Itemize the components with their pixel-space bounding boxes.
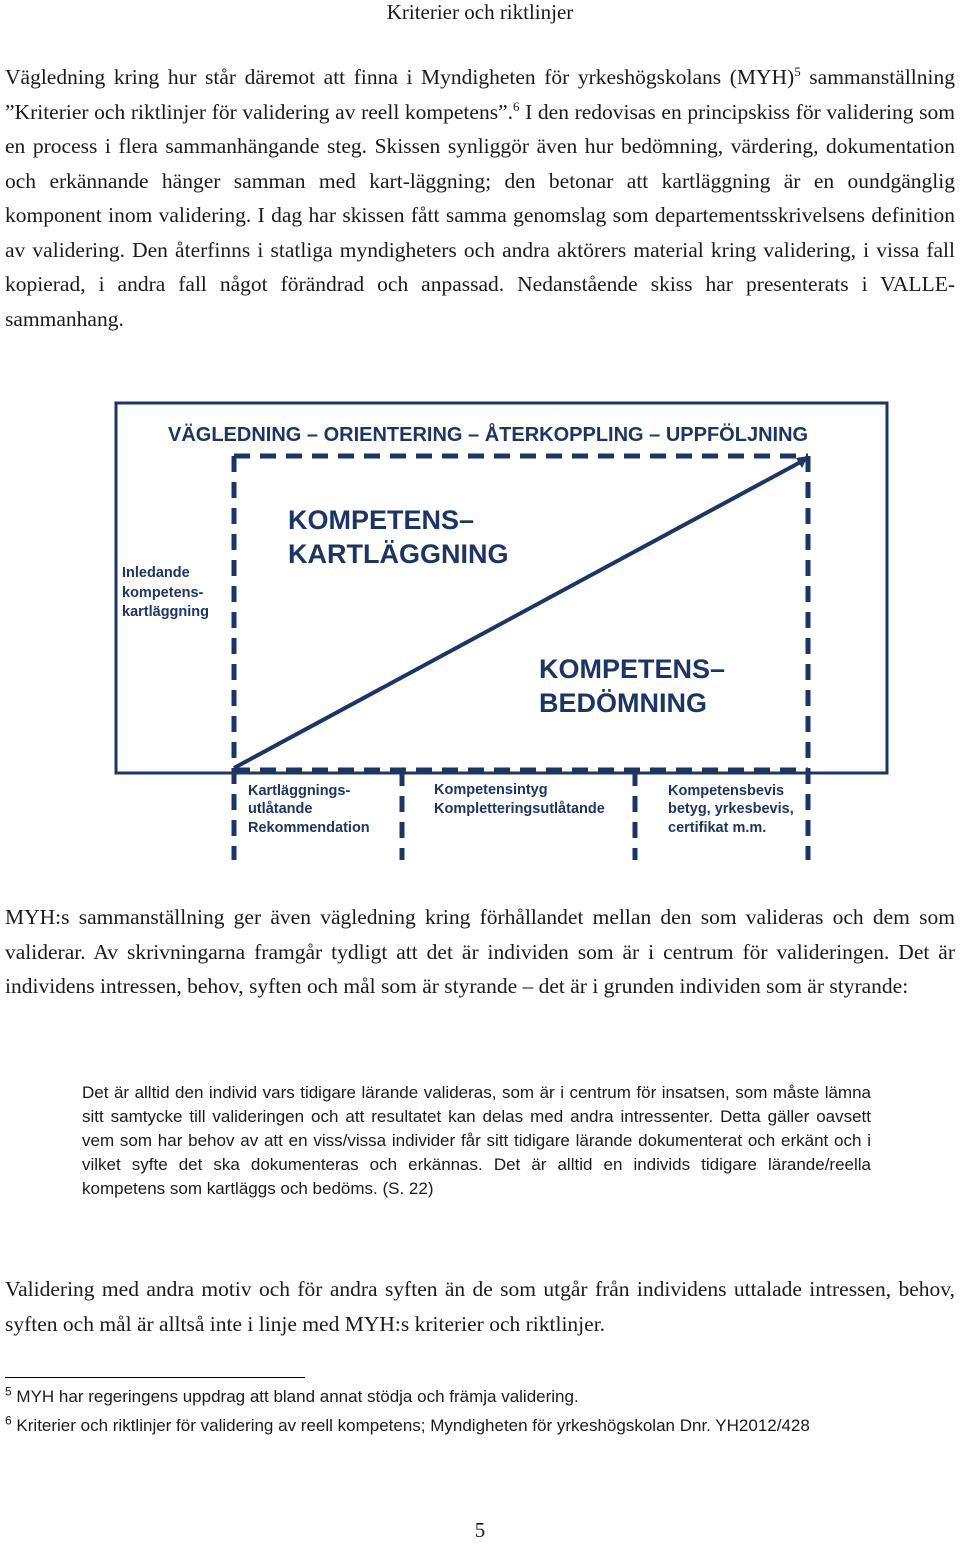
bottom-mid-line-1: Kompetensintyg: [434, 782, 548, 798]
bottom-left-line-3: Rekommendation: [248, 820, 370, 836]
footnote-5: [5, 1385, 955, 1409]
bedomning-label: [539, 654, 733, 718]
individual-focus-paragraph: MYH:s sammanställning ger även vägledning kring förhållandet mellan den som valideras och dem som validerar. Av skrivningarna framgår tydligt att det är individen som är i centrum för valideringen. Det är individens intressen, behov, syften och mål som är styrande – det är i grunden individen som är styrande:: [5, 905, 955, 998]
bottom-right-line-1: Kompetensbevis: [668, 783, 785, 799]
bottom-mid-line-2: Kompletteringsutlåtande: [434, 801, 605, 817]
footnote-6-text: Kriterier och riktlinjer för validering av reell kompetens; Myndigheten för yrkeshögskolan Dnr. YH2012/428: [11, 1416, 810, 1435]
validation-process-diagram: [0, 390, 960, 860]
bottom-right-line-3: certifikat m.m.: [668, 820, 767, 836]
footnote-5-number: 5: [5, 1384, 12, 1399]
block-quote: Det är alltid den individ vars tidigare lärande valideras, som är i centrum för insatsen, som måste lämna sitt samtycke till valideringen och att resultatet kan delas med andra intressenter. Detta gäller oavsett vem som har behov av att en viss/vissa individer får sitt tidigare lärande dokumenterat och erkänt och i vilket syfte det ska dokumenteras och erkännas. Det är alltid en individs tidigare lärande/reella kompetens som kartläggs och bedöms. (S. 22): [82, 1083, 871, 1198]
side-label-line-1: Inledande: [122, 565, 190, 581]
bottom-left-line-2: utlåtande: [248, 801, 313, 817]
conclusion-paragraph: Validering med andra motiv och för andra syften än de som utgår från individens uttalade intressen, behov, syften och mål är alltså inte i linje med MYH:s kriterier och riktlinjer.: [5, 1277, 955, 1336]
bottom-mid-label: [434, 782, 605, 817]
running-header: Kriterier och riktlinjer: [386, 0, 574, 24]
footnote-separator: [5, 1377, 305, 1378]
footnote-5-text: MYH har regeringens uppdrag att bland annat stödja och främja validering.: [11, 1387, 579, 1406]
kartlaggning-line-2: KARTLÄGGNING: [288, 539, 509, 569]
bottom-left-line-1: Kartläggnings-: [248, 783, 351, 799]
intro-text-part-2: sammanställning ”Kriterier och riktlinjer för validering av reell kompetens”.: [5, 65, 955, 124]
footnote-6-number: 6: [5, 1413, 12, 1428]
kartlaggning-label: [288, 505, 508, 569]
footnote-ref-6[interactable]: 6: [513, 98, 520, 114]
bedomning-line-1: KOMPETENS–: [539, 654, 726, 684]
top-label: VÄGLEDNING – ORIENTERING – ÅTERKOPPLING – UPPFÖLJNING: [168, 424, 809, 446]
footnote-6: [5, 1414, 955, 1438]
bottom-right-line-2: betyg, yrkesbevis,: [668, 801, 794, 817]
intro-text-part-3: I den redovisas en principskiss för validering som en process i flera sammanhängande steg. Skissen synliggör även hur bedömning, värdering, dokumentation och erkännande hänger samman med kart-läggning; den betonar att kartläggning är en oundgänglig komponent inom validering. I dag har skissen fått samma genomslag som departementsskrivelsens definition av validering. Den återfinns i statliga myndigheters och andra aktörers material kring validering, i vissa fall kopierad, i andra fall något förändrad och anpassad. Nedanstående skiss har presenterats i VALLE-sammanhang.: [5, 99, 955, 331]
side-label-line-3: kartläggning: [122, 604, 210, 620]
kartlaggning-line-1: KOMPETENS–: [288, 505, 475, 535]
page-number: 5: [474, 1518, 486, 1542]
side-label: [122, 565, 209, 620]
intro-paragraph: [5, 60, 955, 336]
footnote-ref-5[interactable]: 5: [794, 63, 801, 79]
bedomning-line-2: BEDÖMNING: [539, 688, 707, 718]
bottom-right-label: [668, 783, 798, 836]
side-label-line-2: kompetens-: [122, 585, 204, 601]
intro-text-part-1: Vägledning kring hur står däremot att finna i Myndigheten för yrkeshögskolans (MYH): [5, 65, 795, 89]
bottom-left-label: [248, 783, 370, 836]
